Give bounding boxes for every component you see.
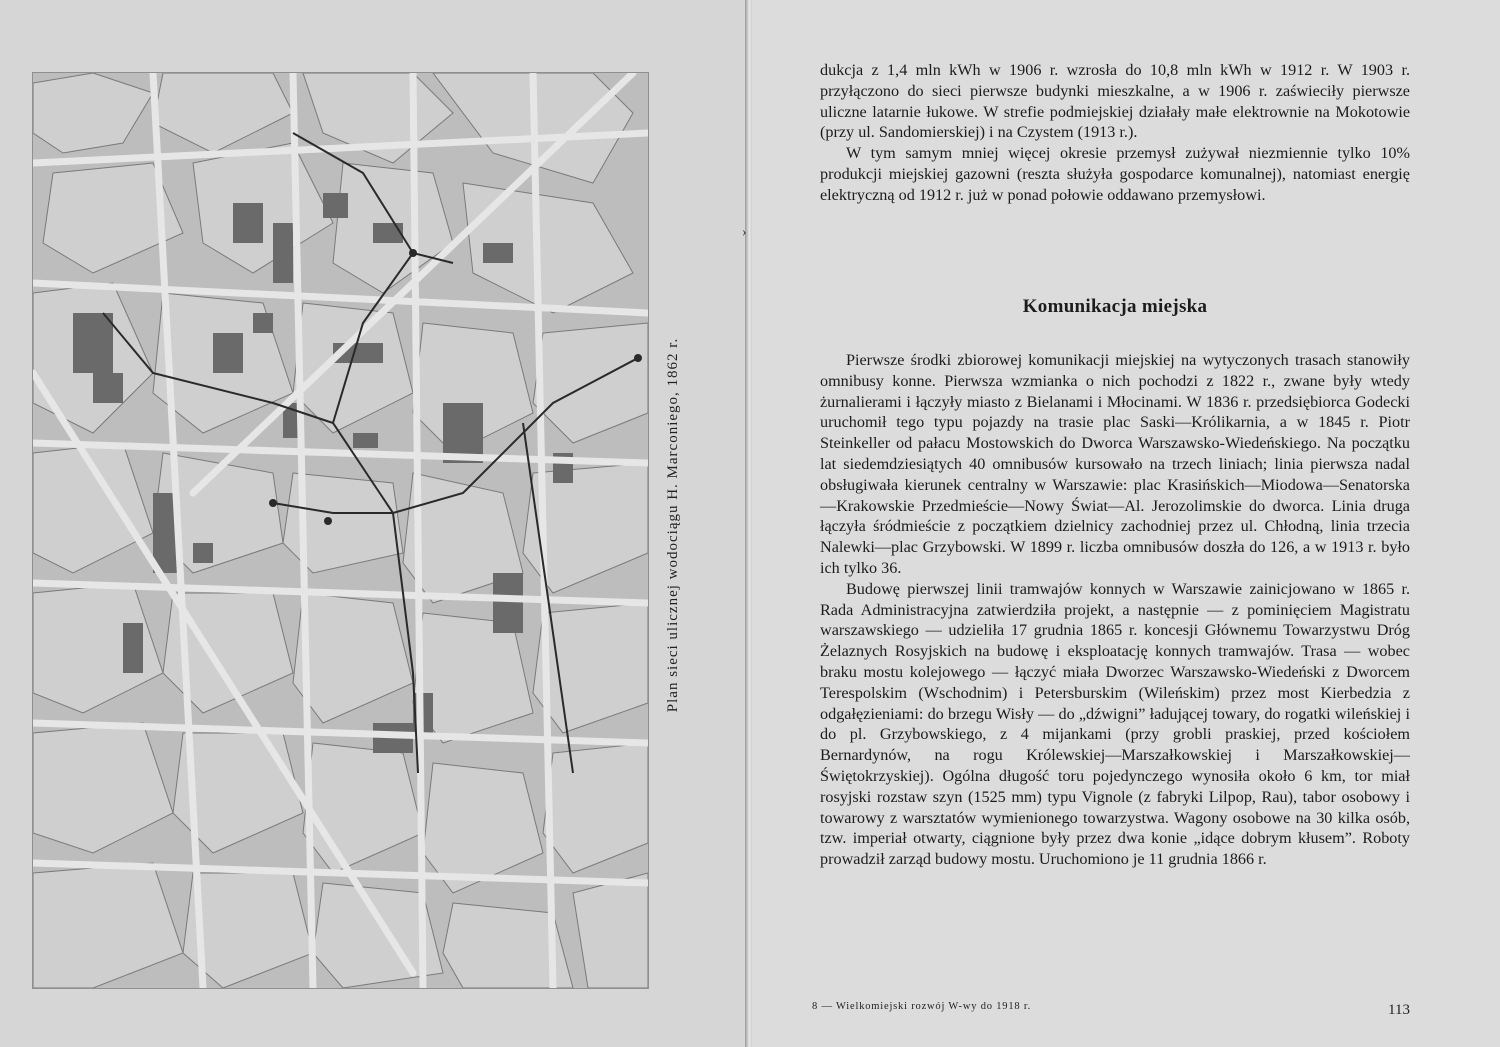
left-page — [0, 0, 745, 1047]
section-heading: Komunikacja miejska — [1022, 296, 1208, 317]
paragraph: Budowę pierwszej linii tramwajów konnych w Warszawie zainicjowano w 1865 r. Rada Administracyjna zatwierdziła projekt, a następnie — z pominięciem Magistratu warszawskiego — udzieliła 17 grudnia 1865 r. koncesji Głównemu Towarzystwu Dróg Żelaznych Rosyjskich na budowę i eksploatację konnych tramwajów. Trasa — wobec braku mostu kolejowego — łączyć miała Dworzec Warszawsko-Wiedeński z Dworcem Terespolskim (Wschodnim) i Petersburskim (Wileńskim) przez most Kierbedzia z odgałęzieniami: do brzegu Wisły — do „dźwigni” ładującej towary, do rogatki wileńskiej i do pl. Grzybowskiego, z 4 mijankami (przy grobli praskiej, przed kościołem Bernardynów, na rogu Królewskiej—Marszałkowskiej i Marszałkowskiej—Świętokrzyskiej). Ogólna długość toru pojedynczego wynosiła około 6 km, tor miał rosyjski rozstaw szyn (1525 mm) typu Vignole (z fabryki Lilpop, Rau), tabor osobowy i towarowy z warsztatów wymienionego towarzystwa. Wagony osobowe na 30 kilka osób, tzw. imperiał otwarty, ciągnione były przez dwa konie „idące dobrym kłusem”. Roboty prowadził zarząd budowy mostu. Uruchomiono je 11 grudnia 1866 r. — [820, 579, 1410, 869]
footer-signature: 8 — Wielkomiejski rozwój W-wy do 1918 r. — [812, 1001, 1032, 1012]
paragraph: W tym samym mniej więcej okresie przemysł zużywał niezmiennie tylko 10% produkcji miejskiej gazowni (reszta służyła gospodarce komunalnej), natomiast energię elektryczną od 1912 r. już w ponad połowie oddawano przemysłowi. — [820, 144, 1410, 204]
section-text-block — [820, 350, 1410, 870]
margin-mark: › — [742, 225, 747, 240]
water-network-map — [32, 72, 649, 989]
top-text-block — [820, 60, 1410, 206]
paragraph: Pierwsze środki zbiorowej komunikacji miejskiej na wytyczonych trasach stanowiły omnibusy konne. Pierwsza wzmianka o nich pochodzi z 1822 r., zwane były wtedy żurnalierami i łączyły miasto z Bielanami i Młocinami. W 1836 r. przedsiębiorca Godecki uruchomił tego typu pojazdy na trasie plac Saski—Królikarnia, a w 1845 r. Piotr Steinkeller od pałacu Mostowskich do Dworca Warszawsko-Wiedeńskiego. Na początku lat siedemdziesiątych 40 omnibusów kursowało na trzech liniach; linia pierwsza nadal obsługiwała kierunek centralny w Warszawie: plac Krasińskich—Miodowa—Senatorska—Krakowskie Przedmieście—Nowy Świat—Al. Jerozolimskie do dworca. Linia druga łączyła śródmieście z początkiem dzielnicy zachodniej przez ul. Chłodną, linia trzecia Nalewki—plac Grzybowski. W 1899 r. liczba omnibusów doszła do 126, a w 1913 r. było ich tylko 36. — [820, 351, 1410, 577]
map-drawing — [33, 73, 648, 988]
map-caption-text: Plan sieci ulicznej wodociągu H. Marconiego, 1862 r. — [665, 337, 681, 713]
map-caption — [655, 330, 691, 720]
book-gutter — [745, 0, 752, 1047]
page-number: 113 — [1388, 1002, 1410, 1018]
paragraph: dukcja z 1,4 mln kWh w 1906 r. wzrosła do 10,8 mln kWh w 1912 r. W 1903 r. przyłączono do sieci pierwsze budynki mieszkalne, a w 1906 r. zaświeciły pierwsze uliczne latarnie łukowe. W strefie podmiejskiej działały małe elektrownie na Mokotowie (przy ul. Sandomierskiej) i na Czystem (1913 r.). — [820, 61, 1410, 142]
